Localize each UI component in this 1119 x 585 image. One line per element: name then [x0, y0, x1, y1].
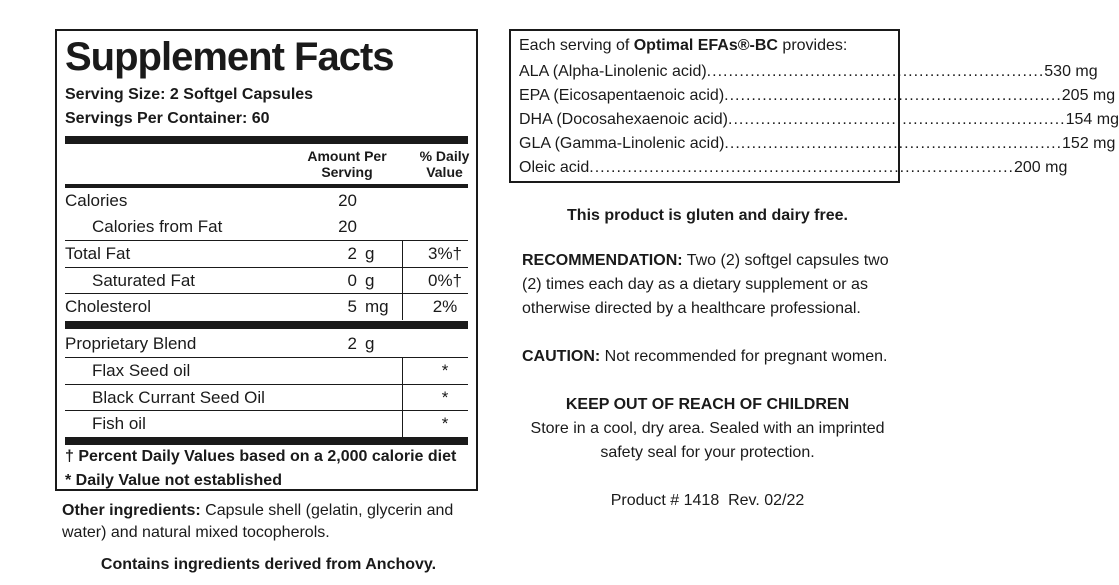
nutrient-amount: 20 [338, 217, 357, 236]
efa-head-suffix: provides: [777, 37, 848, 54]
nutrient-unit: g [365, 244, 375, 263]
efa-item-value: 200 mg [1013, 159, 1068, 176]
nutrient-row-total-fat [65, 240, 468, 267]
thick-divider [65, 321, 468, 329]
nutrient-row-calories-from-fat [65, 214, 468, 240]
storage-line2: safety seal for your protection. [600, 444, 815, 461]
efa-item-name: Oleic acid [519, 159, 590, 176]
leader-dots: .............................................................. [706, 63, 1045, 80]
column-divider [402, 385, 403, 411]
recommendation-text-line2: (2) times each day as a dietary supplement or as [522, 276, 868, 293]
nutrient-row-saturated-fat [65, 267, 468, 294]
footnote-daily-value-not-established: * Daily Value not established [65, 472, 282, 489]
nutrient-row-calories [65, 188, 468, 214]
nutrient-row-black-currant-seed-oil [65, 384, 468, 411]
other-ingredients [62, 500, 482, 544]
nutrient-name: Total Fat [65, 244, 131, 263]
nutrient-amount: 20 [338, 191, 357, 210]
other-ingredients-text-line2: water) and natural mixed tocopherols. [62, 524, 330, 541]
servings-per-container: Servings Per Container: 60 [65, 110, 270, 127]
nutrient-daily-value: * [441, 388, 449, 407]
recommendation-text-line3: otherwise directed by a healthcare professional. [522, 300, 861, 317]
nutrient-name: Saturated Fat [92, 271, 196, 290]
efa-item-name: DHA (Docosahexaenoic acid) [519, 111, 728, 128]
other-ingredients-label: Other ingredients: [62, 502, 201, 519]
nutrient-name: Calories from Fat [92, 217, 223, 236]
nutrient-name: Proprietary Blend [65, 334, 197, 353]
nutrient-daily-value: * [441, 361, 449, 380]
efa-box [509, 29, 1119, 183]
efa-item-value: 154 mg [1065, 111, 1119, 128]
nutrient-name: Black Currant Seed Oil [92, 388, 265, 407]
supplement-facts-title: Supplement Facts [65, 35, 394, 79]
nutrient-row-flax-seed-oil [65, 357, 468, 384]
efa-box-heading [519, 36, 847, 56]
efa-item-name: ALA (Alpha-Linolenic acid) [519, 63, 707, 80]
recommendation [522, 249, 902, 321]
nutrient-unit: g [365, 334, 375, 353]
leader-dots: .............................................................. [728, 111, 1066, 128]
nutrient-name: Calories [65, 191, 128, 210]
column-divider [402, 268, 403, 294]
allergen-statement: Contains ingredients derived from Anchovy. [100, 556, 437, 573]
gluten-dairy-free-statement: This product is gluten and dairy free. [567, 207, 848, 224]
daily-value-header [412, 148, 477, 180]
efa-item-value: 205 mg [1061, 87, 1116, 104]
efa-product-name: Optimal EFAs®-BC [633, 37, 778, 54]
column-divider [402, 294, 403, 320]
dv-header-line1: % Daily [419, 148, 470, 164]
nutrient-unit: g [365, 271, 375, 290]
leader-dots: .............................................................. [724, 135, 1063, 152]
efa-item-gla [519, 132, 1116, 156]
column-divider [402, 241, 403, 267]
product-number: Product # 1418 Rev. 02/22 [610, 492, 805, 509]
nutrient-amount: 2 [347, 244, 357, 263]
nutrient-name: Flax Seed oil [92, 361, 191, 380]
efa-item-value: 152 mg [1062, 135, 1116, 152]
thick-divider [65, 437, 468, 445]
efa-item-value: 530 mg [1044, 63, 1098, 80]
other-ingredients-text: Capsule shell (gelatin, glycerin and [200, 502, 454, 519]
nutrient-daily-value: 0%† [427, 271, 463, 290]
recommendation-label: RECOMMENDATION: [522, 252, 683, 269]
storage-instructions [509, 417, 906, 465]
caution-label: CAUTION: [522, 348, 601, 365]
caution-text: Not recommended for pregnant women. [600, 348, 888, 365]
nutrient-unit: mg [365, 297, 389, 316]
nutrient-row-proprietary-blend [65, 331, 468, 357]
leader-dots: .............................................................. [724, 87, 1062, 104]
keep-out-of-reach-warning: KEEP OUT OF REACH OF CHILDREN [565, 396, 850, 413]
storage-line1: Store in a cool, dry area. Sealed with an imprinted [530, 420, 885, 437]
nutrient-amount: 2 [347, 334, 357, 353]
serving-size: Serving Size: 2 Softgel Capsules [65, 86, 314, 103]
column-divider [402, 358, 403, 384]
nutrient-row-cholesterol [65, 293, 468, 320]
dv-header-line2: Value [426, 164, 463, 180]
nutrient-daily-value: 3%† [427, 244, 463, 263]
leader-dots: .............................................................................. [589, 159, 1014, 176]
efa-item-dha [519, 108, 1119, 132]
footnote-percent-daily-values: † Percent Daily Values based on a 2,000 calorie diet [65, 448, 457, 465]
efa-item-name: GLA (Gamma-Linolenic acid) [519, 135, 725, 152]
efa-item-epa [519, 84, 1116, 108]
nutrient-daily-value: 2% [432, 297, 458, 316]
caution [522, 345, 902, 369]
amount-per-serving-header [297, 148, 397, 180]
efa-item-oleic-acid [519, 156, 1068, 180]
efa-item-name: EPA (Eicosapentaenoic acid) [519, 87, 725, 104]
amount-header-line1: Amount Per [307, 148, 387, 164]
column-divider [402, 411, 403, 437]
efa-head-prefix: Each serving of [519, 37, 634, 54]
nutrient-name: Fish oil [92, 414, 146, 433]
nutrient-amount: 0 [347, 271, 357, 290]
nutrient-row-fish-oil [65, 410, 468, 437]
thick-divider [65, 136, 468, 144]
nutrient-amount: 5 [347, 297, 357, 316]
nutrient-name: Cholesterol [65, 297, 151, 316]
amount-header-line2: Serving [321, 164, 373, 180]
efa-item-ala [519, 60, 1098, 84]
recommendation-text-line1: Two (2) softgel capsules two [682, 252, 889, 269]
supplement-facts-panel [55, 29, 478, 491]
nutrient-daily-value: * [441, 414, 449, 433]
